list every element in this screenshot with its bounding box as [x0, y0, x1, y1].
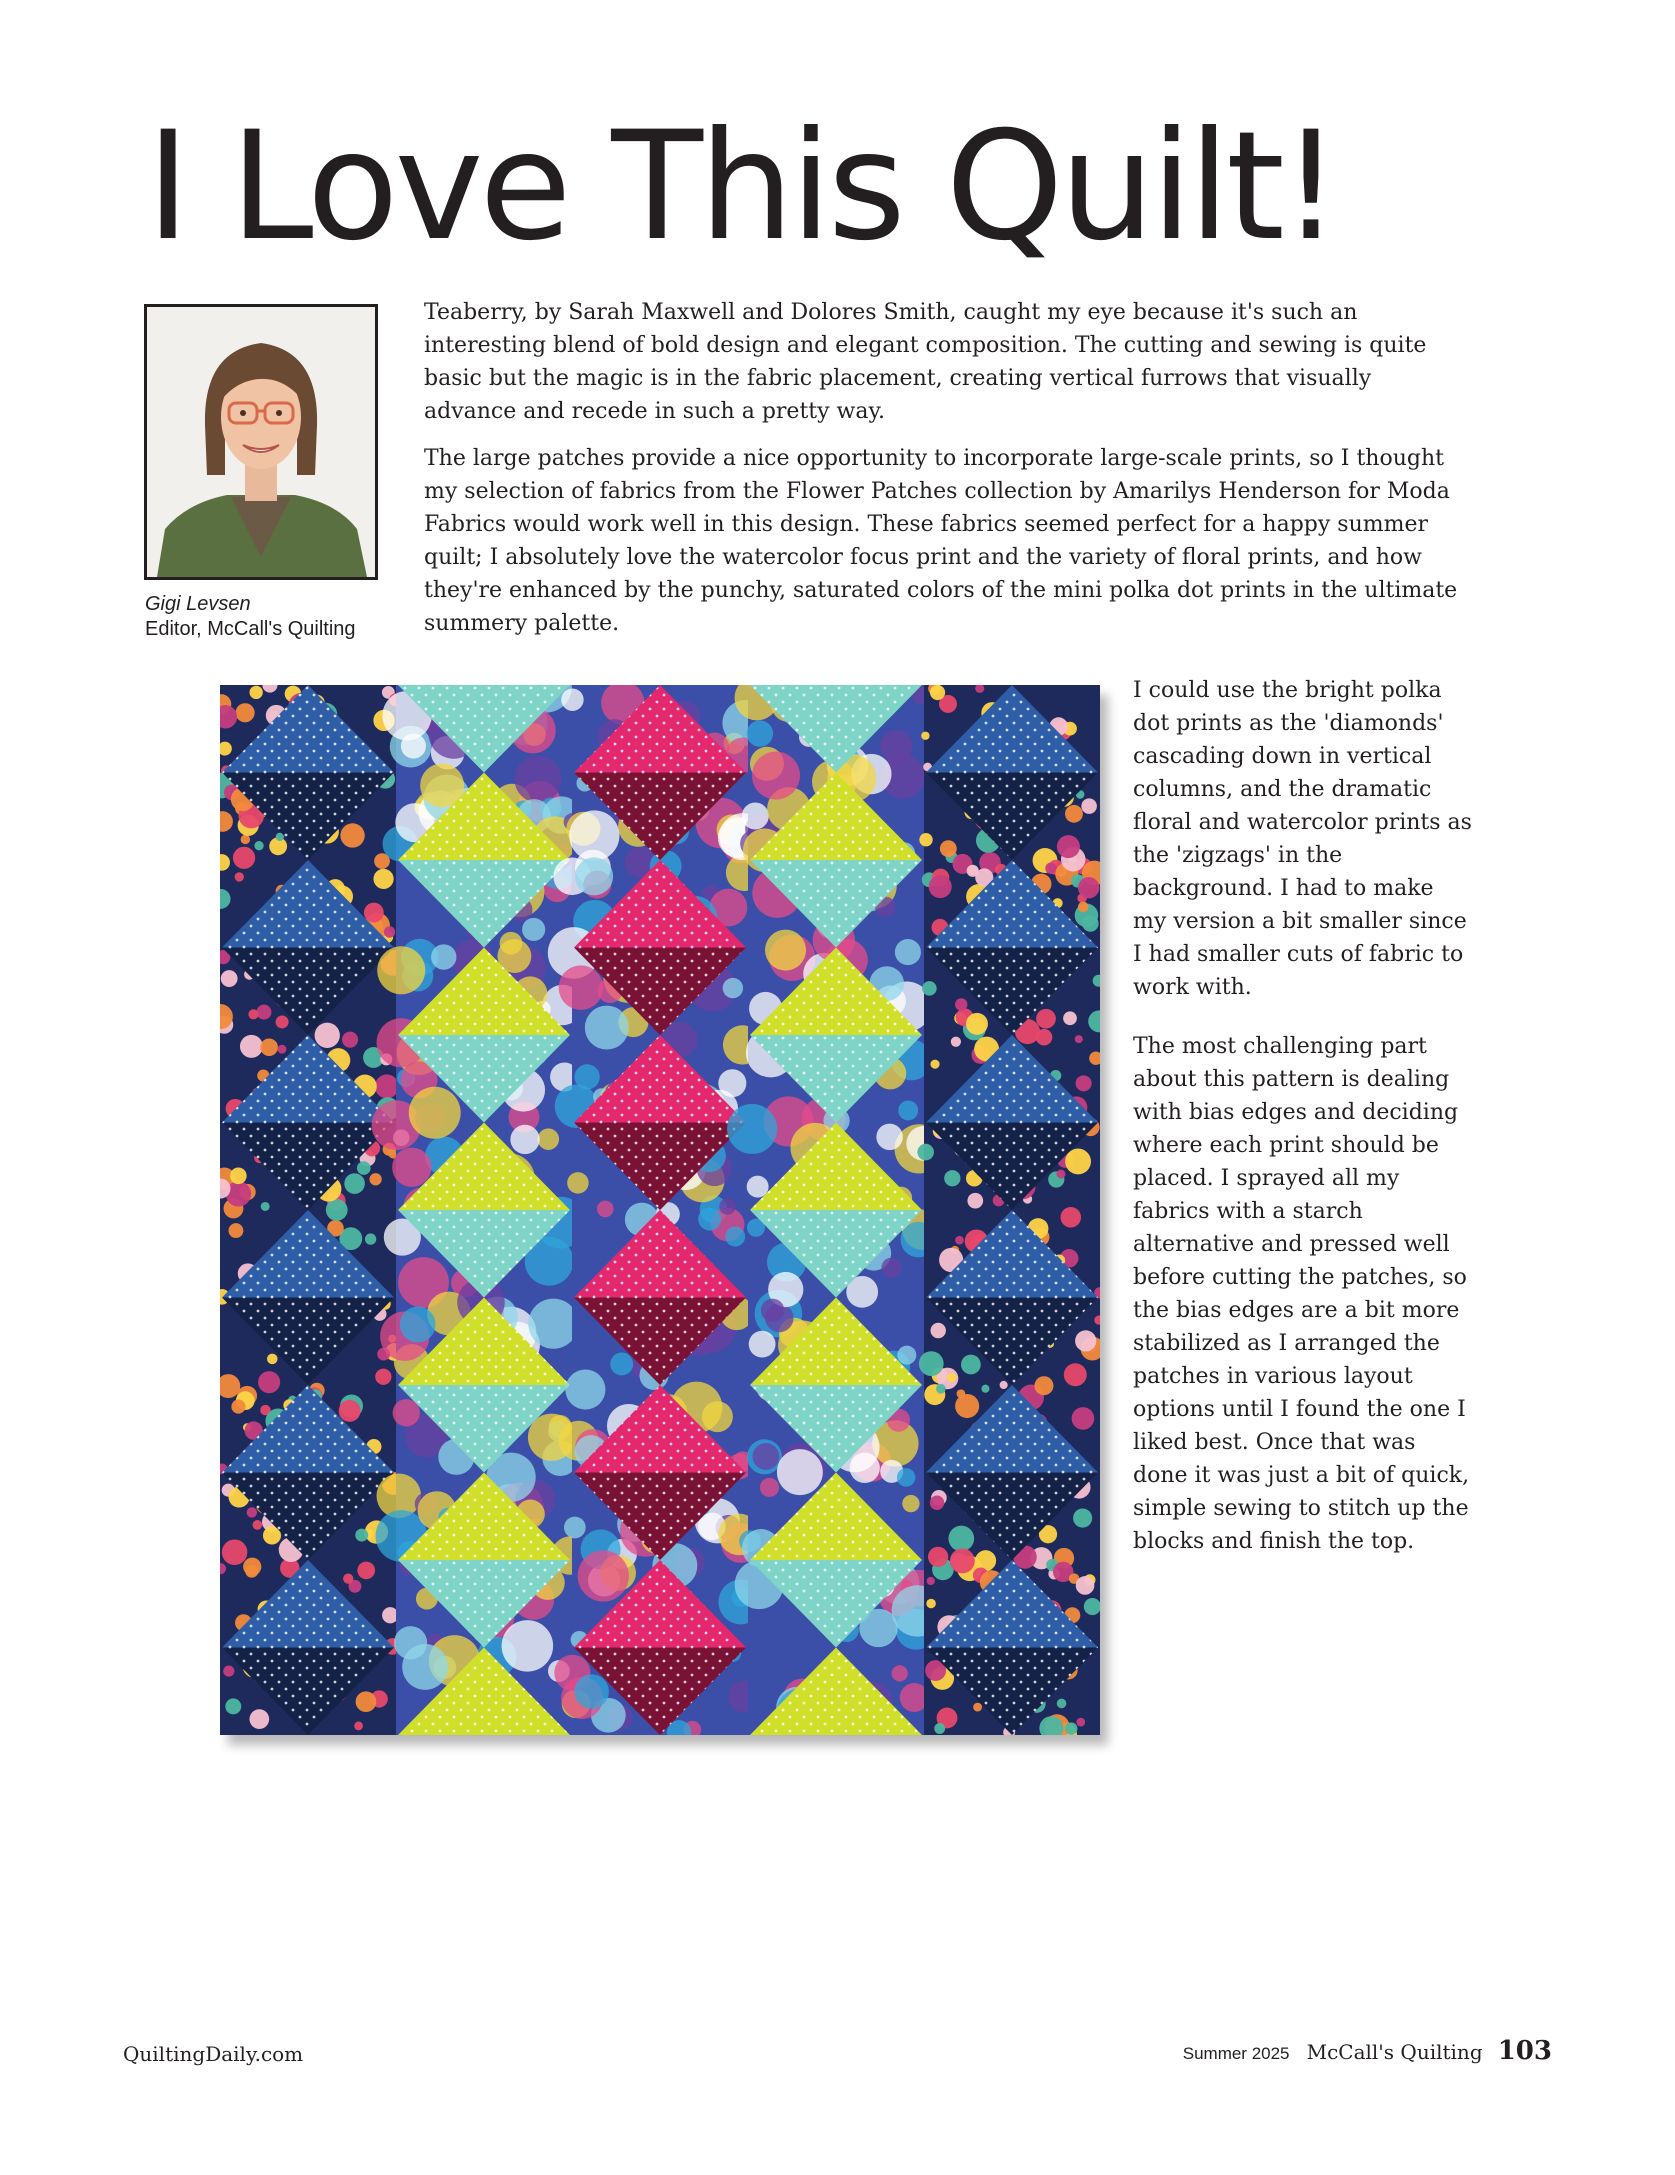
- quilt-column: [372, 685, 590, 1735]
- author-name: Gigi Levsen: [145, 593, 251, 615]
- author-caption: [145, 592, 405, 642]
- intro-paragraph: Teaberry, by Sarah Maxwell and Dolores Smith, caught my eye because it's such an interesting blend of bold design and elegant composition. The cutting and sewing is quite basic but the magic is in the fabric placement, creating vertical furrows that visually advance and recede in such a pretty way.: [424, 300, 1427, 424]
- quilt-column: [917, 685, 1100, 1735]
- quilt-illustration: [220, 685, 1100, 1735]
- quilt-column: [220, 685, 406, 1735]
- quilt-column: [548, 685, 768, 1735]
- footer-magazine: McCall's Quilting: [1306, 2040, 1483, 2064]
- page-number: 103: [1497, 2036, 1552, 2066]
- page-title: I Love This Quilt!: [146, 100, 1337, 274]
- side-paragraph: I could use the bright polka dot prints as the 'diamonds' cascading down in vertical columns, and the dramatic floral and watercolor prints as the 'zigzags' in the background. I had to make my version a bit smaller since I had smaller cuts of fabric to work with.: [1133, 678, 1472, 1000]
- intro-paragraph: The large patches provide a nice opportunity to incorporate large-scale prints, so I thought my selection of fabrics from the Flower Patches collection by Amarilys Henderson for Moda Fabrics would work well in this design. These fabrics seemed perfect for a happy summer quilt; I absolutely love the watercolor focus print and the variety of floral prints, and how they're enhanced by the punchy, saturated colors of the mini polka dot prints in the ultimate summery palette.: [424, 446, 1458, 636]
- quilt-photo: [220, 685, 1100, 1735]
- footer-website: QuiltingDaily.com: [123, 2042, 304, 2066]
- footer-folio: [1183, 2036, 1552, 2066]
- author-portrait-illustration: [147, 307, 375, 577]
- side-paragraph: The most challenging part about this pattern is dealing with bias edges and deciding where each print should be placed. I sprayed all my fabrics with a starch alternative and pressed well before cutting the patches, so the bias edges are a bit more stabilized as I arranged the patches in various layout options until I found the one I liked best. Once that was done it was just a bit of quick, simple sewing to stitch up the blocks and finish the top.: [1133, 1034, 1470, 1554]
- quilt-column: [727, 685, 944, 1735]
- author-photo: [144, 304, 378, 580]
- intro-text: [424, 296, 1464, 654]
- side-text: [1133, 674, 1473, 1584]
- footer-issue: Summer 2025: [1182, 2044, 1290, 2063]
- author-role: Editor, McCall's Quilting: [145, 618, 356, 640]
